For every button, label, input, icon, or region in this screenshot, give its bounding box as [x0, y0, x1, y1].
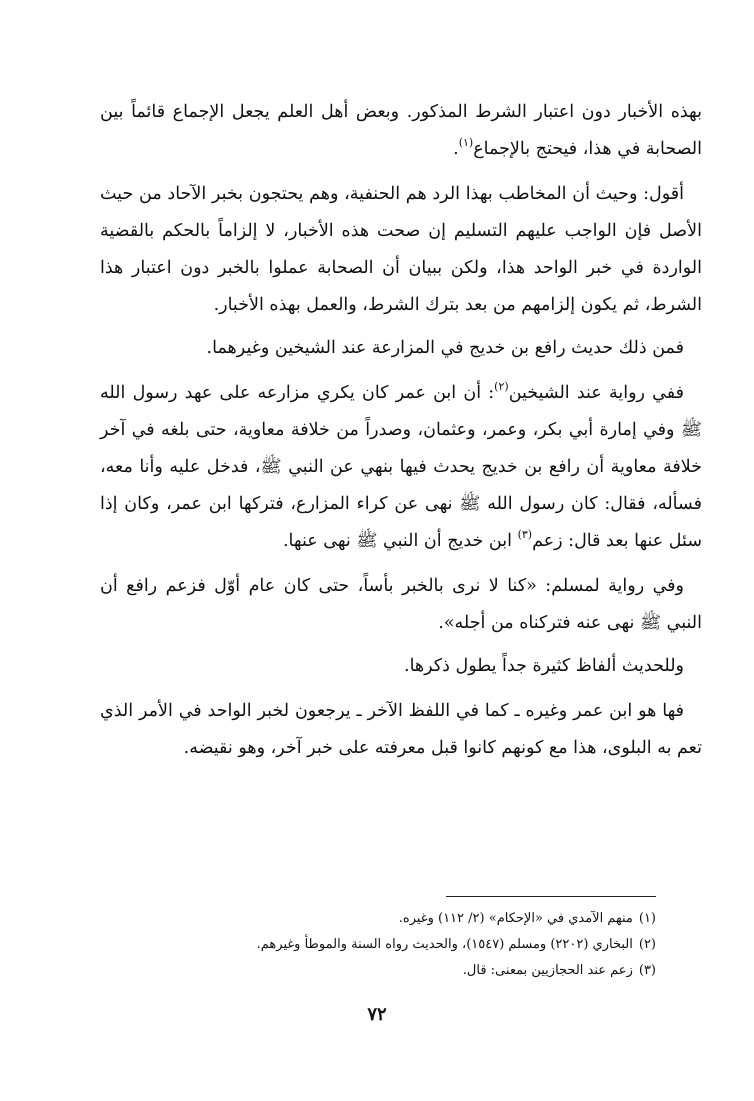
page-body: [100, 94, 702, 767]
paragraph-shaykhayn-narration: ففي رواية عند الشيخين$^{(٢)}$: أن ابن عمر كان يكري مزارعه على عهد رسول الله ﷺ وفي إمارة أبي بكر، وعمر، وعثمان، وصدراً من خلافة معاوية، حتى بلغه في آخر خلافة معاوية أن رافع بن خديج يحدث فيها بنهي عن النبي ﷺ، فدخل عليه وأنا معه، فسأله، فقال: كان رسول الله ﷺ نهى عن كراء المزارع، فتركها ابن عمر، وكان إذا سئل عنها بعد قال: زعم$^{(٣)}$ ابن خديج أن النبي ﷺ نهى عنها.: [100, 380, 702, 551]
footnote-ref-3[interactable]: (٣): [517, 528, 533, 541]
footnote-2: (٢)البخاري (٢٢٠٢) ومسلم (١٥٤٧)، والحديث رواه السنة والموطأ وغيرهم.: [256, 937, 656, 952]
footnote-divider: [446, 896, 656, 897]
footnote-ref-2[interactable]: (٢): [494, 380, 509, 393]
paragraph-many-wordings: وللحديث ألفاظ كثيرة جداً يطول ذكرها.: [404, 656, 684, 676]
paragraph-rafi-hadith-intro: فمن ذلك حديث رافع بن خديج في المزارعة عند الشيخين وغيرهما.: [206, 338, 684, 358]
footnote-ref-1[interactable]: (١): [458, 136, 474, 149]
paragraph-continuation: بهذه الأخبار دون اعتبار الشرط المذكور. وبعض أهل العلم يجعل الإجماع قائماً بين الصحابة في هذا، فيحتج بالإجماع$^{(١)}$.: [100, 102, 702, 159]
paragraph-aqulu: أقول: وحيث أن المخاطب بهذا الرد هم الحنفية، وهم يحتجون بخبر الآحاد من حيث الأصل فإن الواجب عليهم التسليم إن صحت هذه الأخبار، لا إلزاماً بالحكم بالقضية الواردة في خبر الواحد هذا، ولكن ببيان أن الصحابة عملوا بالخبر دون اعتبار هذا الشرط، ثم يكون إلزامهم من بعد بترك الشرط، والعمل بهذه الأخبار.: [100, 184, 702, 315]
footnote-3: (٣)زعم عند الحجازيين بمعنى: قال.: [462, 963, 656, 978]
footnotes: [100, 906, 656, 984]
paragraph-conclusion: فها هو ابن عمر وغيره ـ كما في اللفظ الآخر ـ يرجعون لخبر الواحد في الأمر الذي تعم به البلوى، هذا مع كونهم كانوا قبل معرفته على خبر آخر، وهو نقيضه.: [100, 701, 702, 758]
page-number: ٧٢: [367, 1004, 387, 1025]
paragraph-muslim-narration: وفي رواية لمسلم: «كنا لا نرى بالخبر بأساً، حتى كان عام أوّل فزعم رافع أن النبي ﷺ نهى عنه فتركناه من أجله».: [100, 576, 702, 633]
footnote-1: (١)منهم الآمدي في «الإحكام» (٢/ ١١٢) وغيره.: [398, 911, 656, 926]
